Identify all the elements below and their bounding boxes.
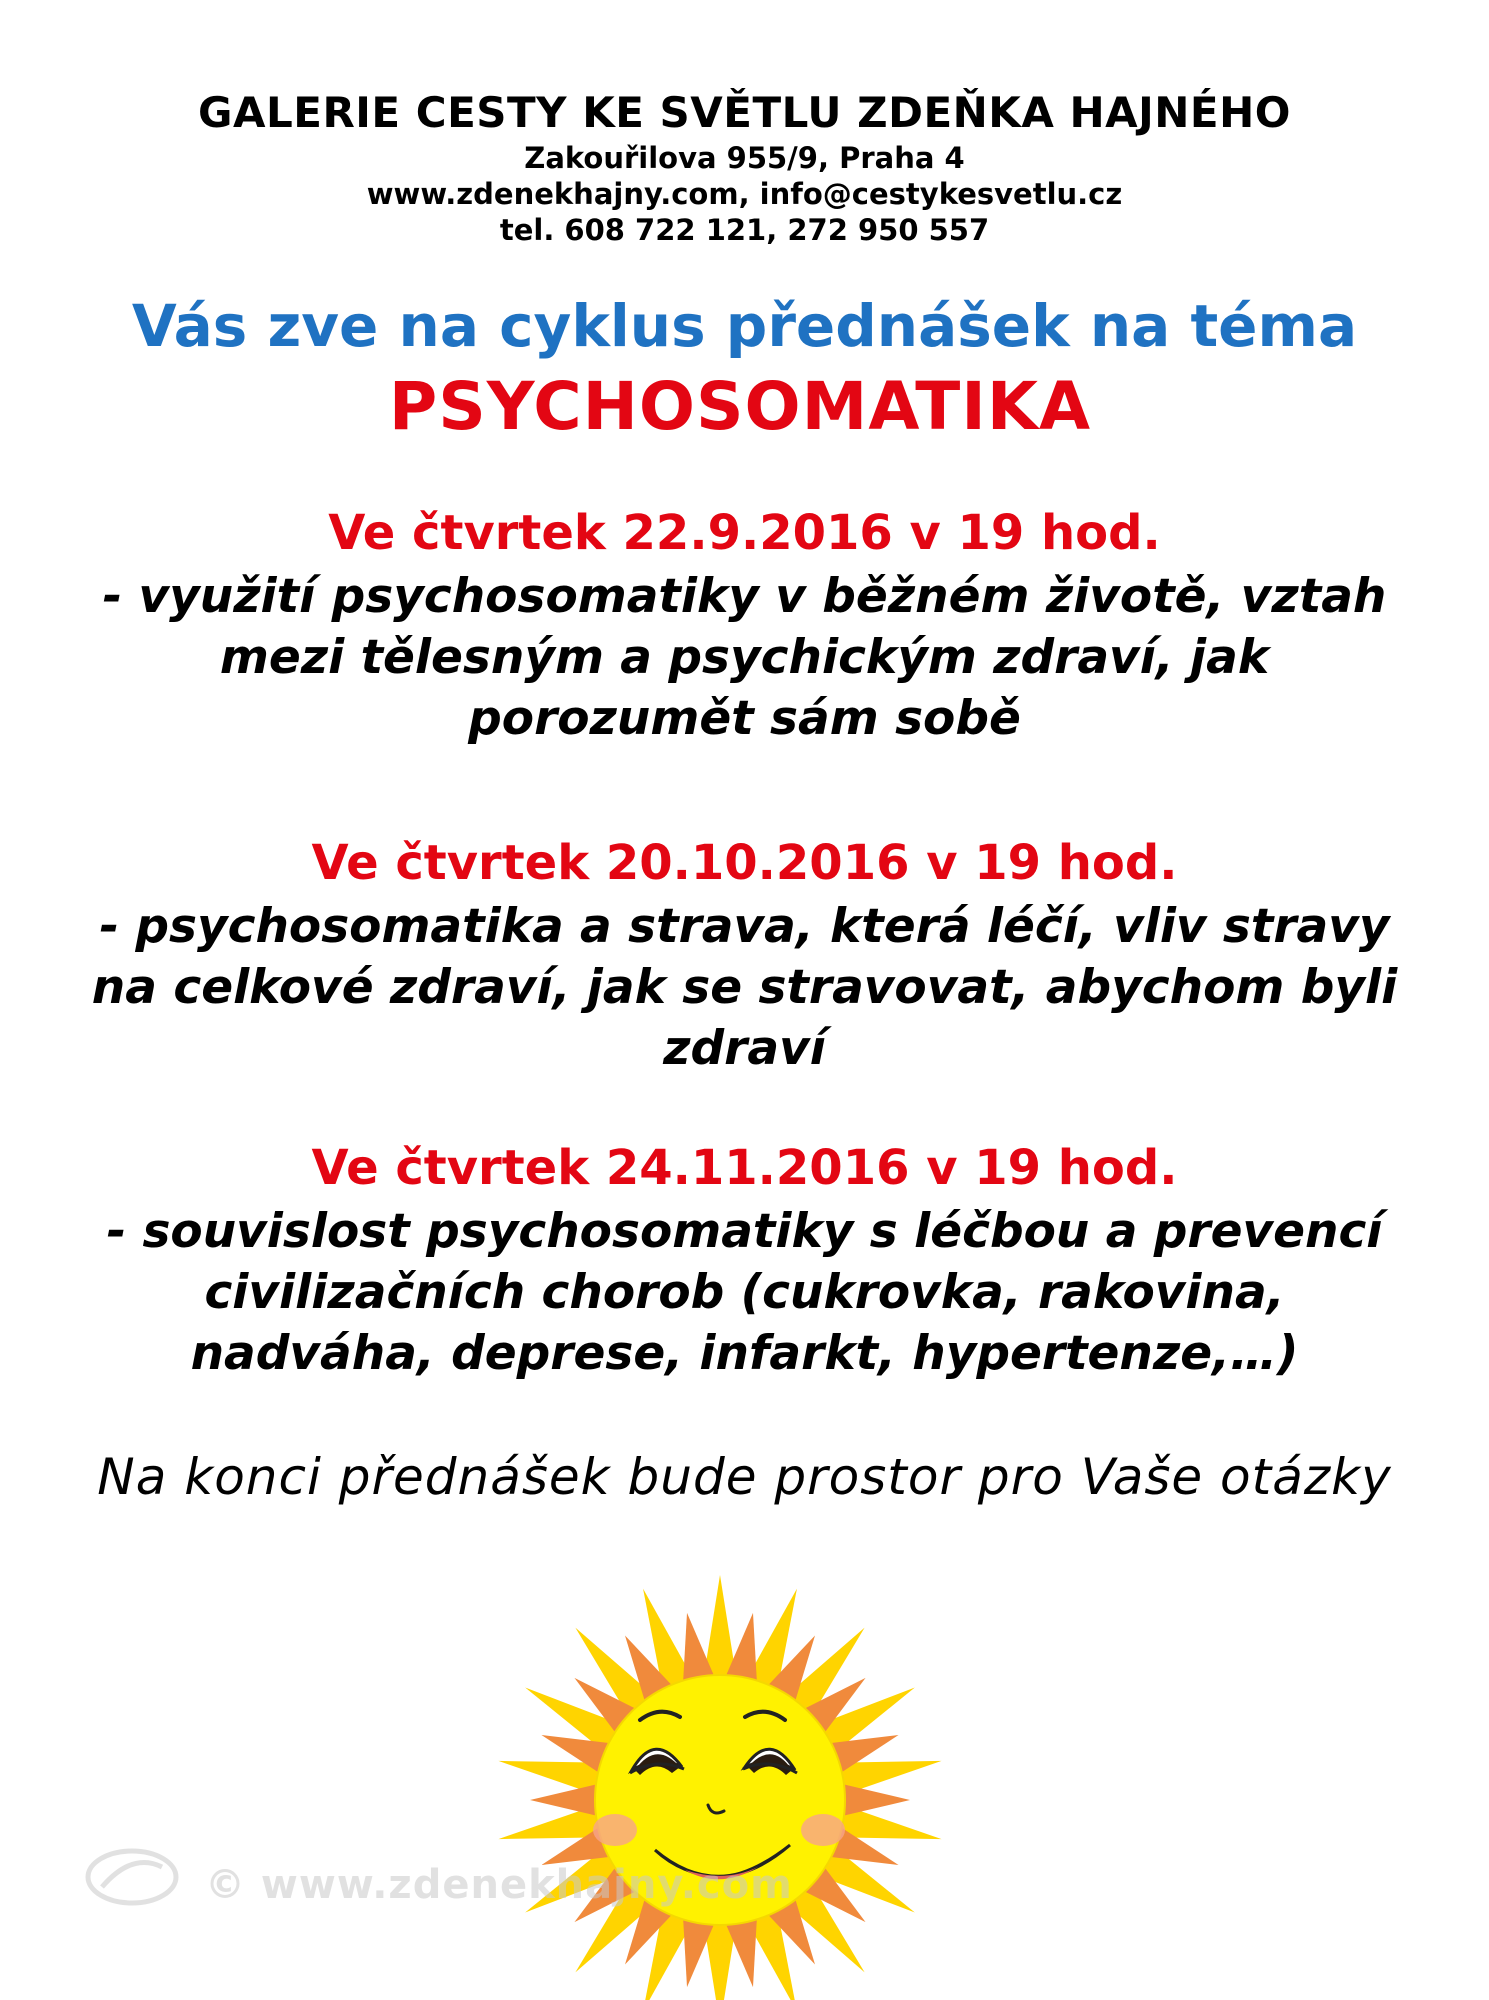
gallery-title: GALERIE CESTY KE SVĚTLU ZDEŇKA HAJNÉHO: [198, 88, 1291, 137]
lecture-3-date: Ve čtvrtek 24.11.2016 v 19 hod.: [311, 1140, 1178, 1196]
sun-ray: [530, 1783, 603, 1817]
lecture-3-line-3: nadváha, deprese, infarkt, hypertenze,…): [190, 1326, 1299, 1381]
lecture-2-line-2: na celkové zdraví, jak se stravovat, abychom byli: [91, 960, 1398, 1015]
invitation-intro: Vás zve na cyklus přednášek na téma: [131, 292, 1358, 360]
lecture-1-line-2: mezi tělesným a psychickým zdraví, jak: [219, 630, 1270, 685]
lecture-3-description: [0, 1201, 1489, 1384]
lecture-1-line-3: porozumět sám sobě: [468, 691, 1021, 746]
lecture-1-description: [0, 566, 1489, 749]
lecture-1-date: Ve čtvrtek 22.9.2016 v 19 hod.: [328, 505, 1161, 561]
web-email: www.zdenekhajny.com, info@cestykesvetlu.cz: [366, 177, 1123, 211]
closing-note: Na konci přednášek bude prostor pro Vaše otázky: [97, 1448, 1392, 1506]
lecture-3-line-1: - souvislost psychosomatiky s léčbou a prevencí: [106, 1204, 1383, 1259]
sun-ray: [837, 1783, 910, 1817]
watermark-text: © www.zdenekhajny.com: [205, 1862, 793, 1908]
lecture-3-line-2: civilizačních chorob (cukrovka, rakovina,: [204, 1265, 1285, 1320]
watermark-logo-icon: [82, 1842, 182, 1912]
lecture-2-line-3: zdraví: [663, 1021, 826, 1076]
address: Zakouřilova 955/9, Praha 4: [524, 141, 965, 175]
lecture-2-line-1: - psychosomatika a strava, která léčí, vliv stravy: [99, 899, 1390, 954]
lecture-2-description: [0, 896, 1489, 1079]
sun-illustration: [490, 1545, 950, 2000]
theme-title: PSYCHOSOMATIKA: [388, 368, 1092, 445]
lecture-2-date: Ve čtvrtek 20.10.2016 v 19 hod.: [311, 835, 1178, 891]
left-cheek: [593, 1814, 637, 1846]
phone: tel. 608 722 121, 272 950 557: [499, 213, 990, 247]
lecture-1-line-1: - využití psychosomatiky v běžném životě, vztah: [102, 569, 1387, 624]
right-cheek: [801, 1814, 845, 1846]
